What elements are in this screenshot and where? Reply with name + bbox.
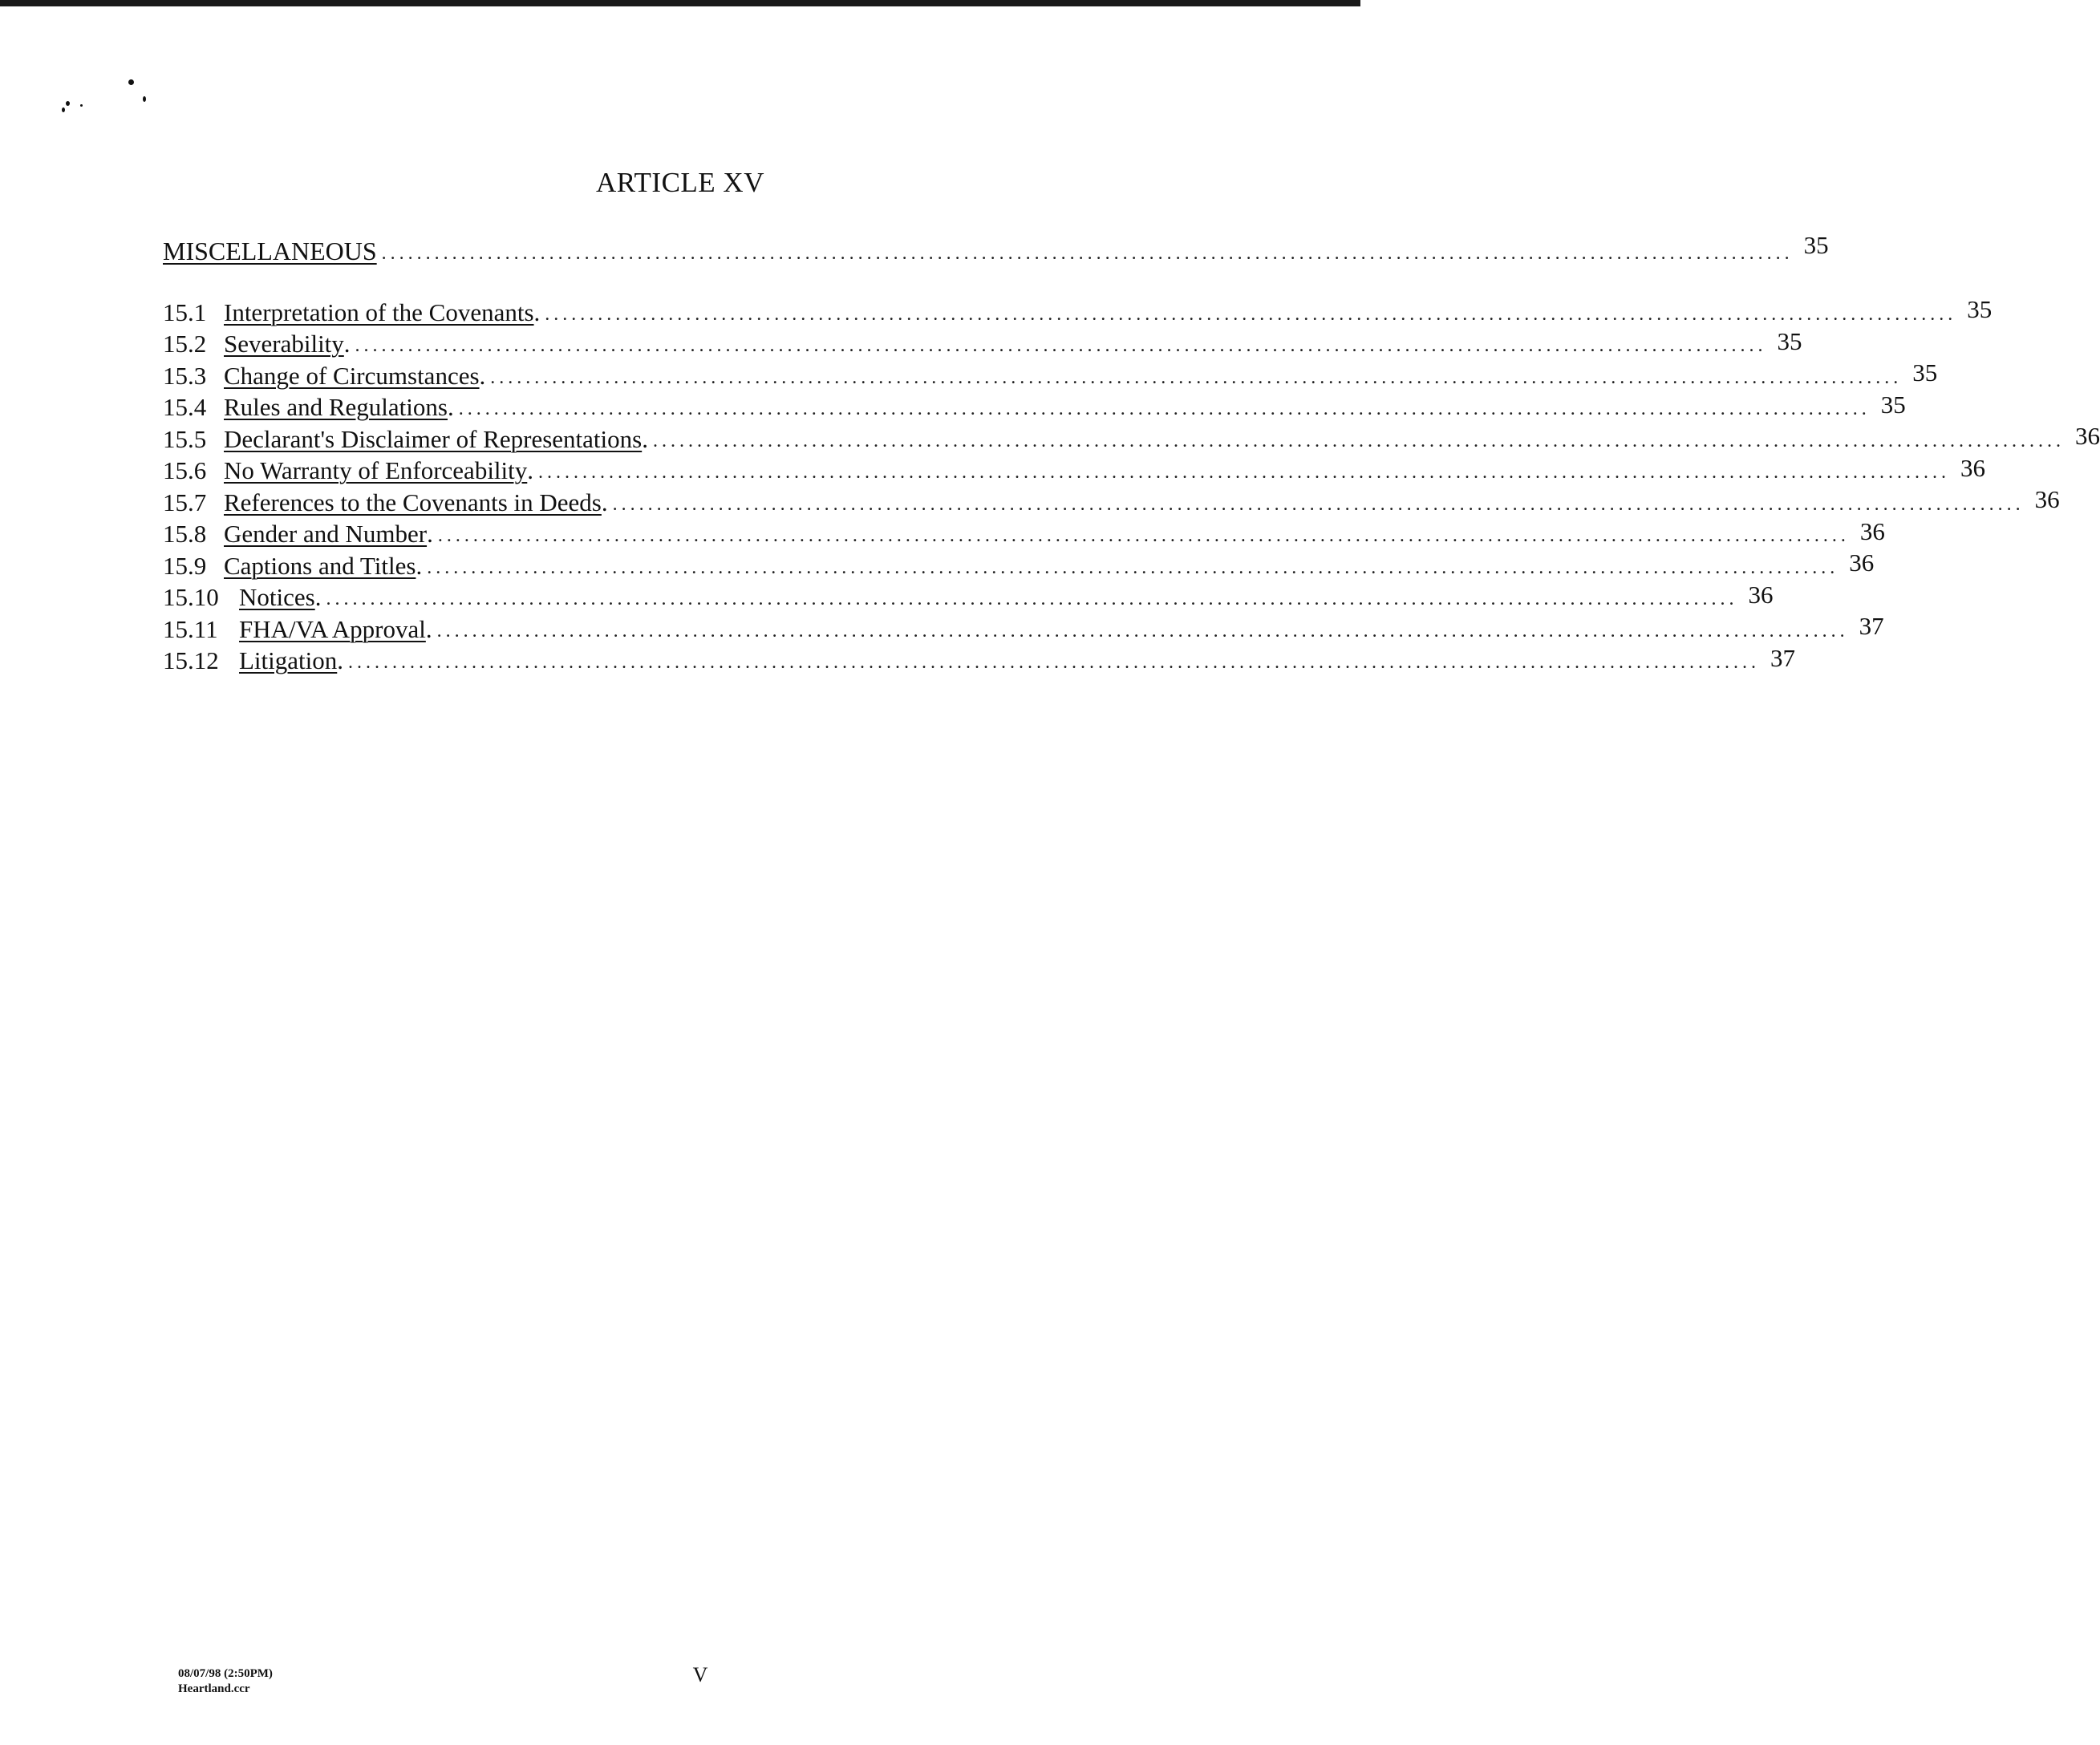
toc-entry-number: 15.6: [163, 456, 207, 484]
toc-entry-number: 15.4: [163, 393, 207, 421]
toc-entry-title: FHA/VA Approval: [239, 614, 426, 643]
toc-entry-period: .: [642, 424, 648, 453]
toc-entry: [163, 326, 1802, 359]
toc-entry: [163, 516, 1885, 549]
dot-leader: ................................................................................................................................................................: [326, 589, 1738, 609]
toc-entry-period: .: [416, 551, 423, 580]
toc-entry-number: 15.5: [163, 424, 207, 453]
toc-entry-title: Interpretation of the Covenants: [224, 298, 534, 326]
toc-entry-number: 15.2: [163, 330, 207, 358]
toc-entry-number: 15.12: [163, 646, 219, 674]
toc-entry: [163, 580, 1774, 613]
toc-entry-title: No Warranty of Enforceability: [224, 456, 528, 484]
scan-speck: [143, 96, 146, 102]
toc-entry-title: Captions and Titles: [224, 551, 416, 580]
footer-date-stamp: 08/07/98 (2:50PM): [178, 1667, 273, 1680]
toc-entry-title: Severability: [224, 330, 344, 358]
toc-entry: [163, 612, 1884, 644]
toc-entry-number: 15.10: [163, 583, 219, 611]
dot-leader: ................................................................................................................................................................: [436, 620, 1849, 642]
toc-main-entry: [163, 231, 1829, 266]
footer-page-number: V: [692, 1663, 708, 1686]
toc-entry-page: 36: [2034, 485, 2060, 513]
scan-top-edge: [0, 0, 1360, 6]
dot-leader: ................................................................................................................................................................: [348, 652, 1761, 673]
toc-entry-number: 15.7: [163, 488, 207, 516]
toc-entry-title: Gender and Number: [224, 520, 428, 548]
toc-entry-page: 36: [1849, 549, 1875, 577]
toc-entry-page: 35: [1912, 358, 1938, 387]
toc-entry: [163, 485, 2060, 517]
toc-entry-title: Litigation: [239, 646, 338, 674]
toc-entry-period: .: [425, 614, 432, 643]
toc-main-title: MISCELLANEOUS: [163, 237, 377, 265]
toc-entry-number: 15.3: [163, 361, 207, 390]
dot-leader: ................................................................................................................................................................: [612, 493, 2025, 515]
toc-entry-period: .: [337, 646, 344, 674]
toc-main-page: 35: [1803, 231, 1829, 259]
toc-entry: [163, 453, 1986, 486]
toc-entry-title: Change of Circumstances: [224, 361, 480, 390]
article-heading: ARTICLE XV: [596, 167, 764, 198]
toc-entry-number: 15.8: [163, 520, 207, 548]
toc-entry: [163, 549, 1875, 581]
toc-entry-period: .: [479, 361, 486, 390]
toc-entry-title: References to the Covenants in Deeds: [224, 488, 602, 516]
scan-speck: [66, 101, 70, 106]
toc-entry: [163, 295, 1993, 327]
toc-entry-page: 36: [2074, 422, 2100, 450]
scan-speck: [62, 107, 65, 112]
toc-entry-period: .: [314, 583, 322, 611]
toc-entry-page: 37: [1859, 612, 1884, 640]
toc-entry-period: .: [343, 330, 351, 358]
toc-entry-period: .: [601, 488, 608, 516]
toc-entry-period: .: [427, 520, 433, 548]
toc-entry-period: .: [527, 456, 534, 484]
toc-entry-page: 36: [1859, 516, 1885, 545]
toc-entry-page: 36: [1960, 453, 1986, 482]
toc-entry-page: 35: [1777, 326, 1802, 355]
toc-entry-number: 15.1: [163, 298, 207, 326]
toc-entry: [163, 422, 2100, 454]
toc-entry-number: 15.9: [163, 551, 207, 580]
dot-leader: ................................................................................................................................................................: [355, 335, 1767, 356]
toc-entry-page: 35: [1880, 390, 1906, 419]
dot-leader: ................................................................................................................................................................: [490, 366, 1903, 388]
dot-leader: ................................................................................................................................................................: [652, 430, 2065, 451]
scan-speck: [80, 104, 83, 107]
toc-entry: [163, 390, 1906, 423]
toc-entry-period: .: [533, 298, 541, 326]
toc-entry: [163, 358, 1938, 391]
footer-file-name: Heartland.ccr: [178, 1682, 250, 1695]
scan-speck: [128, 79, 134, 85]
toc-entry-number: 15.11: [163, 614, 218, 643]
dot-leader: ................................................................................................................................................................: [427, 557, 1839, 578]
dot-leader: ................................................................................................................................................................: [437, 525, 1850, 546]
toc-entry-period: .: [447, 393, 454, 421]
dot-leader: ................................................................................................................................................................: [545, 303, 1957, 325]
table-of-contents: [163, 231, 2100, 675]
dot-leader: ................................................................................................................................................................: [538, 462, 1951, 483]
toc-entry-title: Rules and Regulations: [224, 393, 448, 421]
dot-leader: ................................................................................................................................................................: [458, 399, 1871, 419]
toc-section-list: [163, 295, 2100, 675]
dot-leader: ................................................................................................................................................................: [381, 243, 1794, 264]
toc-entry-page: 37: [1770, 643, 1796, 672]
toc-entry-title: Notices: [239, 583, 315, 611]
toc-entry: [163, 643, 1796, 676]
toc-entry-page: 36: [1748, 580, 1774, 609]
toc-entry-page: 35: [1967, 295, 1993, 323]
toc-entry-title: Declarant's Disclaimer of Representations: [224, 424, 643, 453]
